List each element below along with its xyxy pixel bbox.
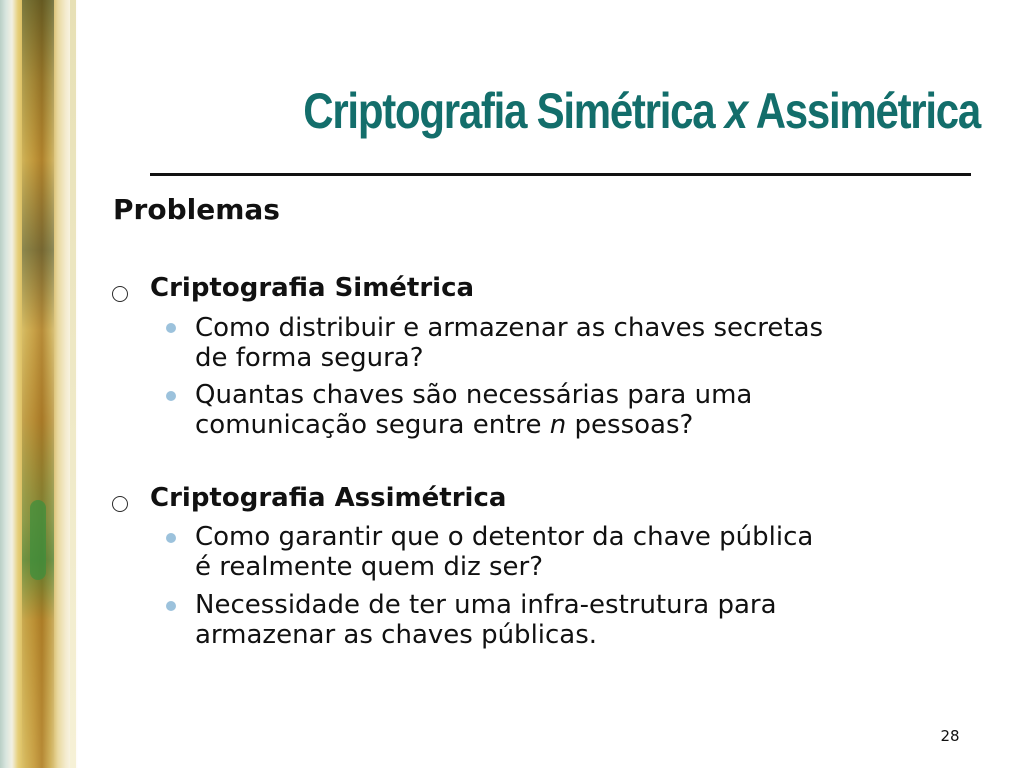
- list-item-line: é realmente quem diz ser?: [195, 552, 544, 582]
- title-part-1: Criptografia Simétrica: [303, 83, 725, 139]
- title-part-2: Assimétrica: [746, 83, 980, 139]
- dot-bullet-icon: [166, 601, 176, 611]
- decorative-side-strip: [0, 0, 78, 768]
- list-item-line: Quantas chaves são necessárias para uma: [195, 380, 753, 410]
- list-item: [195, 380, 985, 440]
- list-item-line: [195, 410, 985, 440]
- title-italic-x: x: [724, 83, 747, 139]
- list-item: [195, 590, 985, 650]
- dot-bullet-icon: [166, 323, 176, 333]
- page-number: 28: [940, 727, 960, 745]
- side-strip-green-mark: [30, 500, 46, 580]
- dot-bullet-icon: [166, 533, 176, 543]
- list-item-line: Como garantir que o detentor da chave pública: [195, 522, 814, 552]
- slide-title: [283, 82, 980, 140]
- dot-bullet-icon: [166, 391, 176, 401]
- side-strip-edge: [70, 0, 76, 768]
- list-item-line: Como distribuir e armazenar as chaves secretas: [195, 313, 824, 343]
- list-item-italic-n: n: [549, 410, 567, 440]
- hollow-circle-bullet-icon: [112, 496, 128, 512]
- title-underline-rule: [150, 173, 971, 176]
- list-item-line: de forma segura?: [195, 343, 424, 373]
- hollow-circle-bullet-icon: [112, 286, 128, 302]
- section-label-asymmetric: Criptografia Assimétrica: [150, 483, 507, 513]
- section-label-symmetric: Criptografia Simétrica: [150, 273, 475, 303]
- side-strip-shading: [22, 0, 54, 768]
- list-item-line: Necessidade de ter uma infra-estrutura para: [195, 590, 777, 620]
- section-heading: Problemas: [113, 193, 280, 226]
- list-item: [195, 313, 985, 373]
- list-item-text: comunicação segura entre: [195, 410, 550, 440]
- list-item: [195, 522, 985, 582]
- list-item-text: pessoas?: [566, 410, 694, 440]
- list-item-line: armazenar as chaves públicas.: [195, 620, 598, 650]
